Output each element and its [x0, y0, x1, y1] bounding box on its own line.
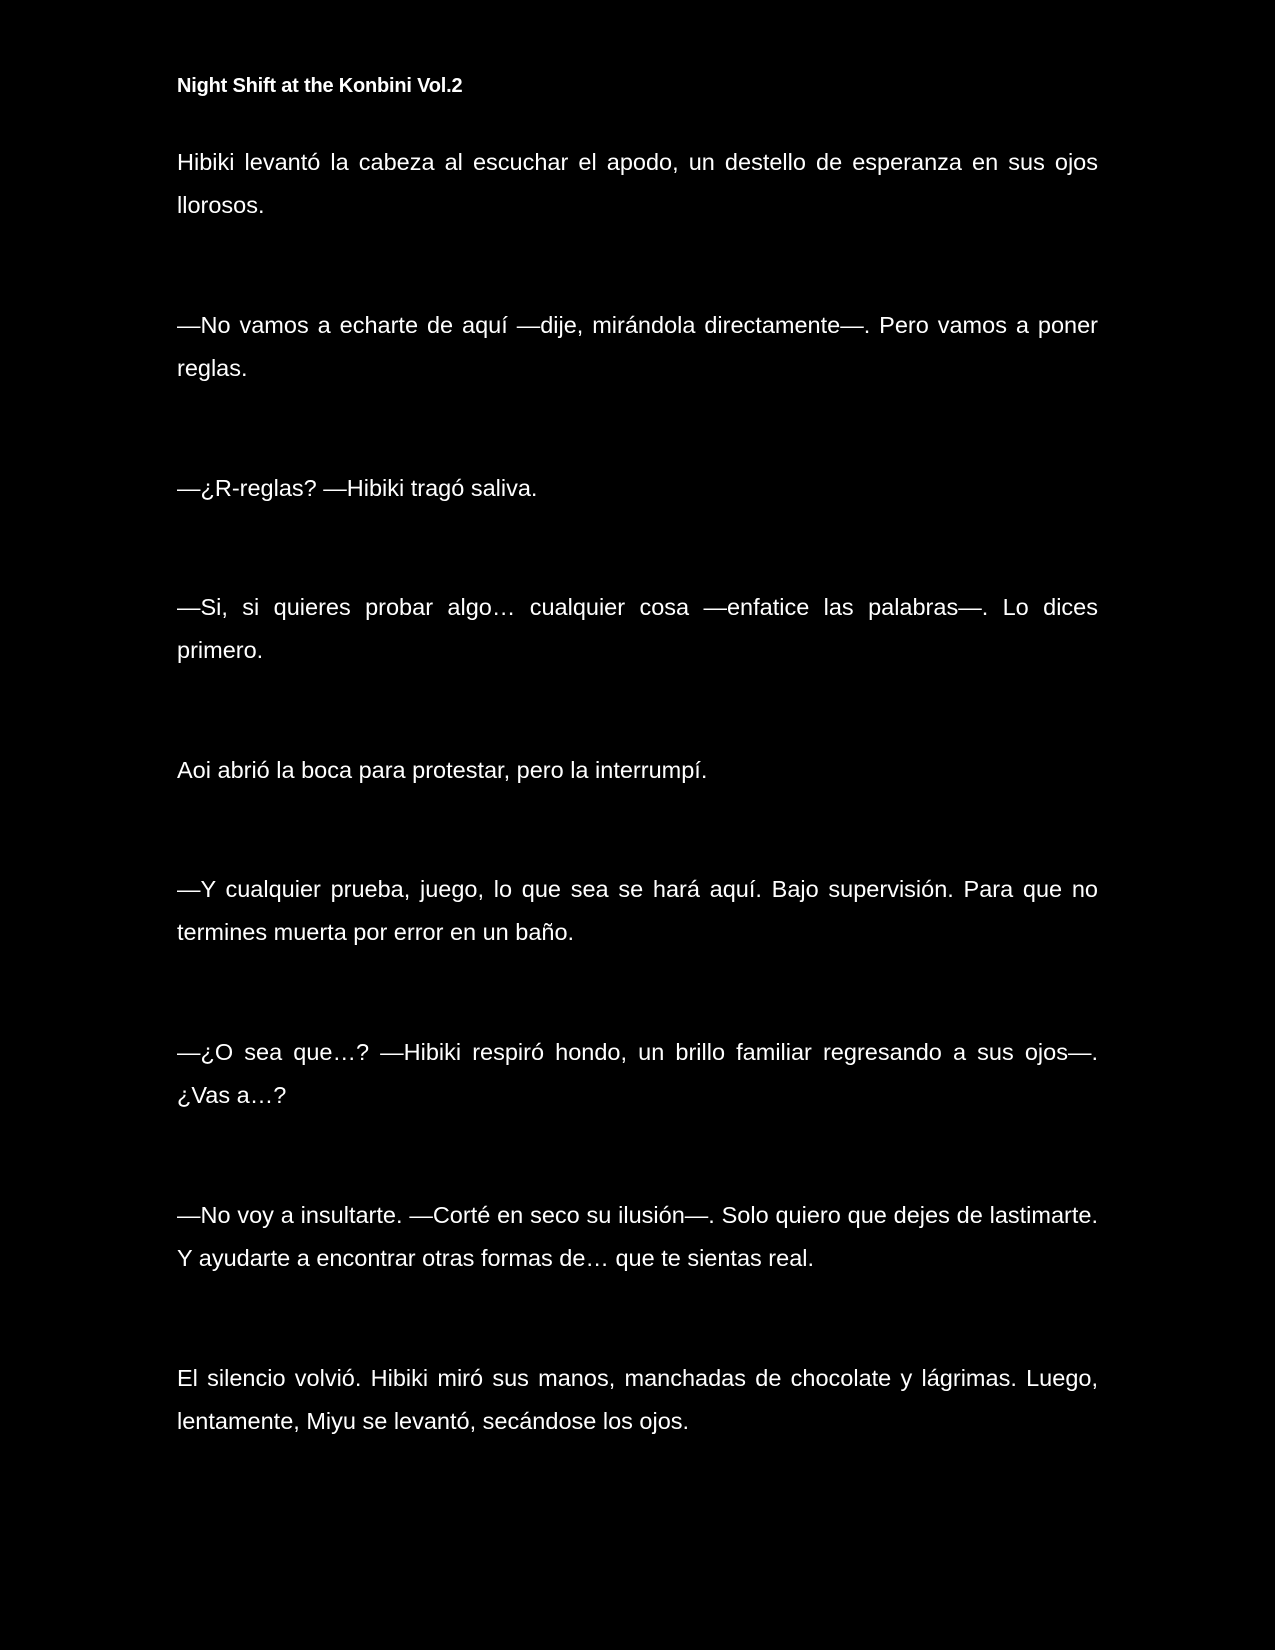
page-header-title: Night Shift at the Konbini Vol.2 [177, 75, 463, 97]
paragraph-9: El silencio volvió. Hibiki miró sus manos, manchadas de chocolate y lágrimas. Luego, lentamente, Miyu se levantó, secándose los ojos. [177, 1365, 1098, 1434]
paragraph-1: Hibiki levantó la cabeza al escuchar el apodo, un destello de esperanza en sus ojos llorosos. [177, 149, 1098, 218]
paragraph-8: —No voy a insultarte. —Corté en seco su ilusión—. Solo quiero que dejes de lastimarte. Y ayudarte a encontrar otras formas de… que te sientas real. [177, 1202, 1098, 1271]
paragraph-2: —No vamos a echarte de aquí —dije, mirándola directamente—. Pero vamos a poner reglas. [177, 312, 1098, 381]
paragraph-5: Aoi abrió la boca para protestar, pero la interrumpí. [177, 757, 708, 783]
paragraph-6: —Y cualquier prueba, juego, lo que sea se hará aquí. Bajo supervisión. Para que no termines muerta por error en un baño. [177, 876, 1098, 945]
paragraph-7: —¿O sea que…? —Hibiki respiró hondo, un brillo familiar regresando a sus ojos—. ¿Vas a…? [177, 1039, 1098, 1108]
paragraph-3: —¿R-reglas? —Hibiki tragó saliva. [177, 475, 538, 501]
paragraph-4: —Si, si quieres probar algo… cualquier cosa —enfatice las palabras—. Lo dices primero. [177, 594, 1098, 663]
